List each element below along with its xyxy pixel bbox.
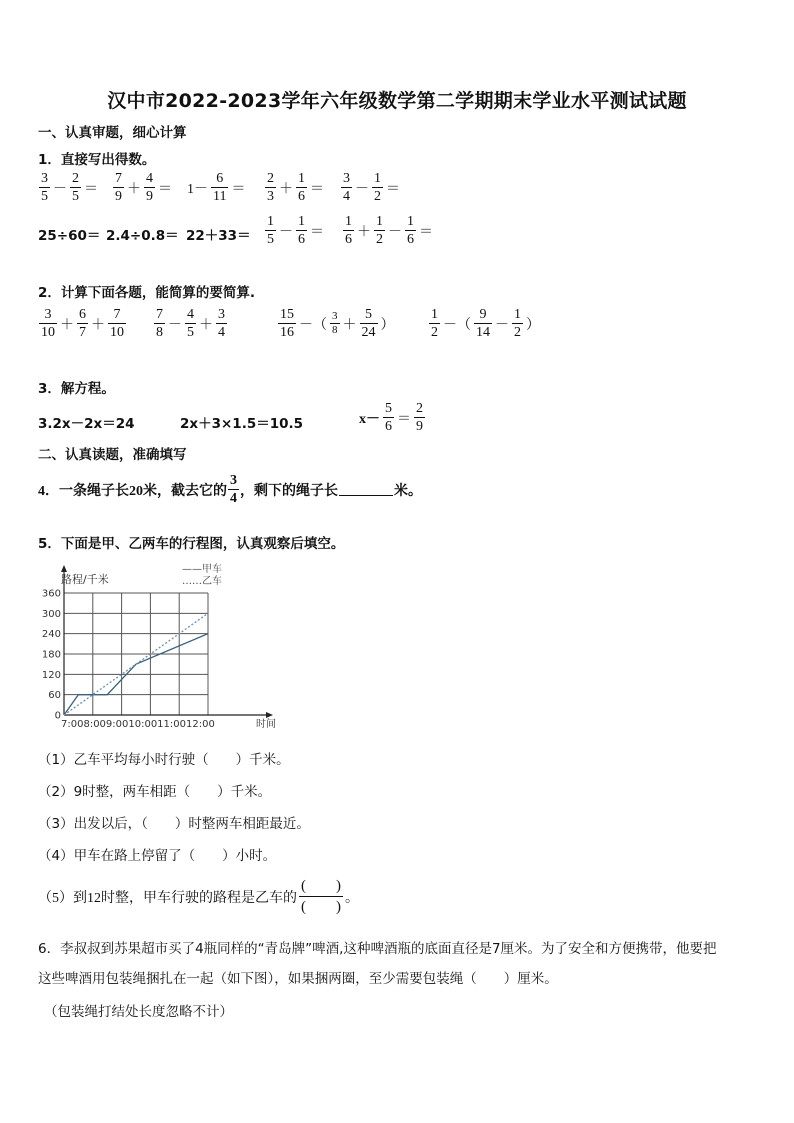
legend-item-yi: ……乙车 <box>182 576 222 587</box>
q5-sub-5: （5）到12时整，甲车行驶的路程是乙车的 $\frac{( )}{( )}$ 。 <box>38 878 359 915</box>
question-5-label: 5．下面是甲、乙两车的行程图，认真观察后填空。 <box>38 536 345 552</box>
x-tick-labels: 7:008:009:0010:0011:0012:00 <box>61 719 215 730</box>
q3-equation-1: 3.2x－2x＝24 <box>38 416 135 432</box>
section-heading-1: 一、认真审题，细心计算 <box>38 125 187 141</box>
q5-sub-3: （3）出发以后，（ ）时整两车相距最近。 <box>38 816 310 832</box>
y-tick-label: 0 <box>54 710 61 722</box>
question-6-line-1: 6．李叔叔到苏果超市买了4瓶同样的“青岛牌”啤酒,这种啤酒瓶的底面直径是7厘米。为了安全和方便携带，他要把 <box>38 941 717 957</box>
question-1-label: 1．直接写出得数。 <box>38 152 156 168</box>
q2-expr-2: $\frac{7}{8}$ － $\frac{4}{5}$ ＋ $\frac{3}{4}$ <box>156 307 225 340</box>
q1-expr-1: $\frac{3}{5}$ － $\frac{2}{5}$ ＝ <box>41 171 98 204</box>
y-axis-label: 路程/千米 <box>61 573 109 586</box>
legend-item-jia: ——甲车 <box>182 564 222 575</box>
y-axis-arrow <box>61 565 67 572</box>
chart-series <box>64 613 208 715</box>
q1-expr-9: $\frac{1}{5}$ － $\frac{1}{6}$ ＝ <box>267 214 324 247</box>
answer-blank[interactable] <box>339 483 393 496</box>
q1-expr-7: 2.4÷0.8＝ <box>106 228 179 244</box>
q1-expr-6: 25÷60＝ <box>38 228 101 244</box>
y-tick-label: 360 <box>41 588 61 600</box>
q1-expr-8: 22＋33＝ <box>186 228 251 244</box>
question-2-label: 2．计算下面各题，能简算的要简算. <box>38 285 256 301</box>
y-tick-label: 120 <box>41 669 61 681</box>
q1-expr-5: $\frac{3}{4}$ － $\frac{1}{2}$ ＝ <box>343 171 400 204</box>
question-3-label: 3．解方程。 <box>38 381 115 397</box>
series-line-yi <box>64 613 208 715</box>
travel-line-chart <box>34 560 294 735</box>
q5-sub-2: （2）9时整，两车相距（ ）千米。 <box>38 784 272 800</box>
q3-equation-2: 2x＋3×1.5＝10.5 <box>180 416 304 432</box>
y-tick-label: 60 <box>48 690 61 702</box>
y-tick-label: 180 <box>41 649 61 661</box>
y-tick-label: 240 <box>41 629 61 641</box>
chart-ticks <box>42 589 61 722</box>
section-heading-2: 二、认真读题，准确填写 <box>38 447 187 463</box>
q2-expr-1: $\frac{3}{10}$ ＋ $\frac{6}{7}$ ＋ $\frac{7}{10}$ <box>41 307 124 340</box>
q1-expr-4: $\frac{2}{3}$ ＋ $\frac{1}{6}$ ＝ <box>267 171 324 204</box>
q2-expr-4: $\frac{1}{2}$ －（ $\frac{9}{14}$ － $\frac{1}{2}$ ） <box>431 307 540 340</box>
page-title: 汉中市2022-2023学年六年级数学第二学期期末学业水平测试试题 <box>107 90 687 112</box>
x-axis-label: 时间 <box>256 719 276 730</box>
y-tick-label: 300 <box>41 608 61 620</box>
x-axis-arrow <box>266 712 273 718</box>
q3-equation-3: x－ $\frac{5}{6}$ ＝ $\frac{2}{9}$ <box>359 401 423 434</box>
q1-expr-2: $\frac{7}{9}$ ＋ $\frac{4}{9}$ ＝ <box>115 171 172 204</box>
question-4: 4．一条绳子长20米，截去它的 $\frac{3}{4}$ ，剩下的绳子长 米。 <box>38 473 422 506</box>
question-6-line-2: 这些啤酒用包装绳捆扎在一起（如下图），如果捆两圈，至少需要包装绳（ ）厘米。 <box>38 971 558 987</box>
q1-expr-10: $\frac{1}{6}$ ＋ $\frac{1}{2}$ － $\frac{1}{6}$ ＝ <box>345 214 433 247</box>
q5-sub-1: （1）乙车平均每小时行驶（ ）千米。 <box>38 752 290 768</box>
q1-expr-3: 1－ $\frac{6}{11}$ ＝ <box>187 171 246 204</box>
question-6-note: （包装绳打结处长度忽略不计） <box>44 1004 233 1020</box>
q5-sub-4: （4）甲车在路上停留了（ ）小时。 <box>38 848 277 864</box>
q2-expr-3: $\frac{15}{16}$ －（ $\frac{3}{8}$ ＋ $\frac{5}{24}$ ） <box>280 307 395 340</box>
